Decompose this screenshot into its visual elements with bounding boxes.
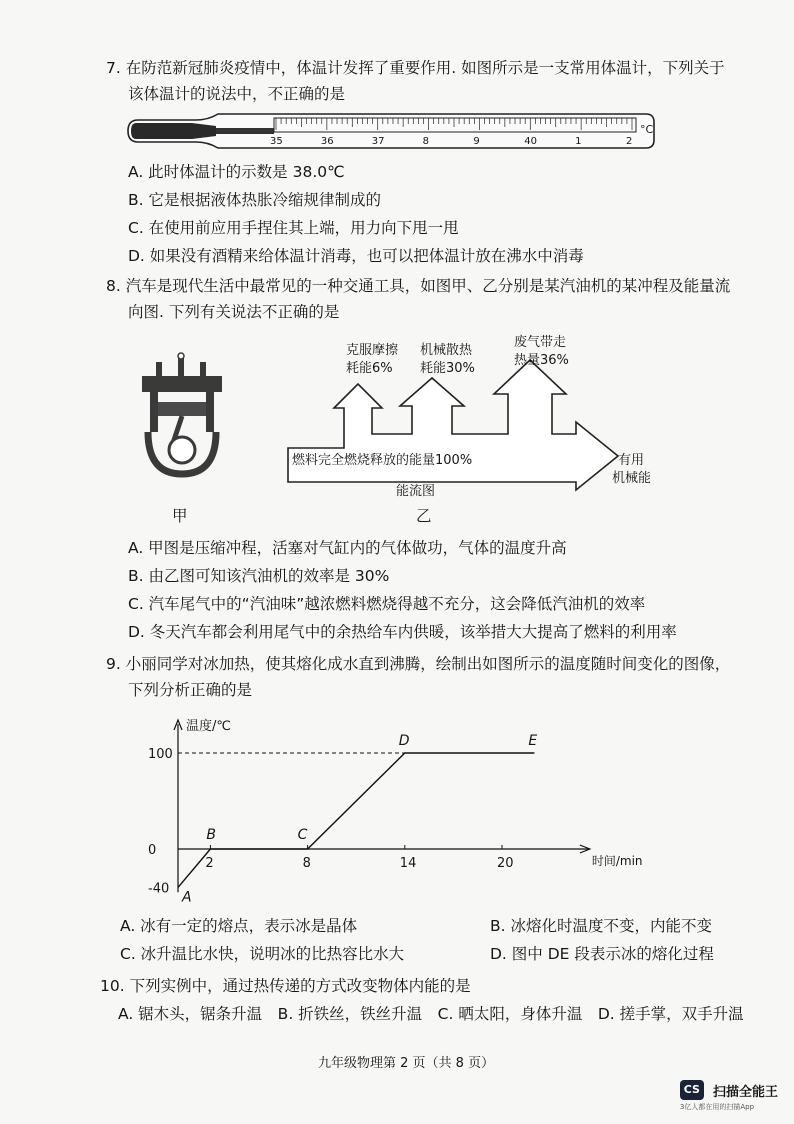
q9-option-c: C. 冰升温比水快，说明冰的比热容比水大 <box>120 945 405 963</box>
loss2-line2: 耗能30% <box>420 361 475 376</box>
temperature-chart <box>130 712 643 906</box>
q7-option-c: C. 在使用前应用手捏住其上端，用力向下甩一甩 <box>128 219 459 237</box>
q10-stem: 10. 下列实例中，通过热传递的方式改变物体内能的是 <box>100 977 471 995</box>
y-tick-label: 0 <box>148 843 157 858</box>
q7-stem-line2: 该体温计的说法中，不正确的是 <box>128 85 346 103</box>
thermometer-tick-label: 37 <box>371 136 385 147</box>
x-tick-label: 14 <box>399 856 417 871</box>
x-tick-label: 8 <box>302 856 311 871</box>
q9-option-a: A. 冰有一定的熔点，表示冰是晶体 <box>120 917 358 935</box>
q8-option-c: C. 汽车尾气中的“汽油味”越浓燃料燃烧得越不充分，这会降低汽油机的效率 <box>128 595 646 613</box>
x-tick-label: 20 <box>497 856 514 871</box>
q8-stem-line1: 8. 汽车是现代生活中最常见的一种交通工具，如图甲、乙分别是某汽油机的某冲程及能量流 <box>106 277 731 295</box>
energy-flow-arrow <box>288 360 618 490</box>
thermometer-bulb <box>131 123 216 139</box>
y-tick-label: 100 <box>148 747 173 762</box>
thermometer-unit: °C <box>640 123 654 136</box>
point-label-b: B <box>206 827 217 843</box>
x-axis-label: 时间/min <box>591 854 643 868</box>
thermometer-liquid <box>216 128 274 134</box>
temperature-series-line <box>178 753 534 887</box>
thermometer-tick-label: 2 <box>626 136 633 147</box>
cylinder-left-wall <box>150 392 158 432</box>
thermometer-tick-label: 35 <box>270 136 283 147</box>
cylinder-right-wall <box>206 392 214 432</box>
scanner-logo: CS <box>680 1080 704 1100</box>
engine-head <box>142 376 222 392</box>
scanner-watermark <box>680 1080 778 1113</box>
y-tick-label: -40 <box>148 881 170 897</box>
energy-flow-figure <box>282 330 682 500</box>
loss1-line1: 克服摩擦 <box>346 343 399 358</box>
thermometer-tick-label: 8 <box>422 136 429 147</box>
page-footer: 九年级物理第 2 页（共 8 页） <box>318 1056 495 1071</box>
scanner-subtitle: 3亿人都在用的扫描App <box>679 1103 755 1111</box>
flow-out-line1: 有用 <box>618 453 645 468</box>
fig-yi-label: 乙 <box>416 507 432 525</box>
flow-caption: 能流图 <box>396 484 436 499</box>
thermometer-figure <box>126 108 666 152</box>
q9-stem-line2: 下列分析正确的是 <box>128 681 253 699</box>
point-label-e: E <box>528 733 538 749</box>
q8-stem-line2: 向图. 下列有关说法不正确的是 <box>128 303 340 321</box>
intake-valve <box>156 362 162 378</box>
engine-figure <box>134 350 230 480</box>
loss2-line1: 机械散热 <box>420 343 473 358</box>
crankshaft <box>169 437 195 463</box>
q9-option-d: D. 图中 DE 段表示冰的熔化过程 <box>490 945 714 963</box>
point-label-a: A <box>182 889 192 906</box>
q9-option-b: B. 冰熔化时温度不变，内能不变 <box>490 917 712 935</box>
loss3-line1: 废气带走 <box>514 335 567 350</box>
q8-option-d: D. 冬天汽车都会利用尾气中的余热给车内供暖，该举措大大提高了燃料的利用率 <box>128 623 677 641</box>
scanner-name: 扫描全能王 <box>712 1084 778 1100</box>
y-axis-label: 温度/℃ <box>186 719 231 734</box>
flow-out-line2: 机械能 <box>612 471 652 486</box>
loss1-line2: 耗能6% <box>346 361 393 376</box>
thermometer-tick-label: 9 <box>473 136 480 147</box>
point-label-d: D <box>398 733 410 749</box>
exhaust-valve <box>200 362 206 378</box>
flow-main-text: 燃料完全燃烧释放的能量100% <box>292 453 473 468</box>
q7-option-b: B. 它是根据液体热胀冷缩规律制成的 <box>128 191 381 209</box>
loss3-line2: 热量36% <box>514 353 569 368</box>
x-tick-label: 2 <box>205 856 214 871</box>
q8-option-b: B. 由乙图可知该汽油机的效率是 30% <box>128 567 390 585</box>
thermometer-tick-label: 1 <box>575 136 582 147</box>
q7-option-a: A. 此时体温计的示数是 38.0℃ <box>128 163 345 181</box>
q8-option-a: A. 甲图是压缩冲程，活塞对气缸内的气体做功，气体的温度升高 <box>128 539 567 557</box>
fig-jia-label: 甲 <box>172 507 188 525</box>
q10-options: A. 锯木头，锯条升温 B. 折铁丝，铁丝升温 C. 晒太阳，身体升温 D. 搓手掌，双手升温 <box>118 1005 744 1023</box>
q7-stem-line1: 7. 在防范新冠肺炎疫情中，体温计发挥了重要作用. 如图所示是一支常用体温计，下列关于 <box>106 59 725 77</box>
piston <box>158 402 206 416</box>
q7-option-d: D. 如果没有酒精来给体温计消毒，也可以把体温计放在沸水中消毒 <box>128 247 584 265</box>
point-label-c: C <box>297 827 308 843</box>
thermometer-tick-label: 36 <box>320 136 334 147</box>
thermometer-tick-label: 40 <box>524 136 538 147</box>
q9-stem-line1: 9. 小丽同学对冰加热，使其熔化成水直到沸腾，绘制出如图所示的温度随时间变化的图像， <box>106 655 731 673</box>
